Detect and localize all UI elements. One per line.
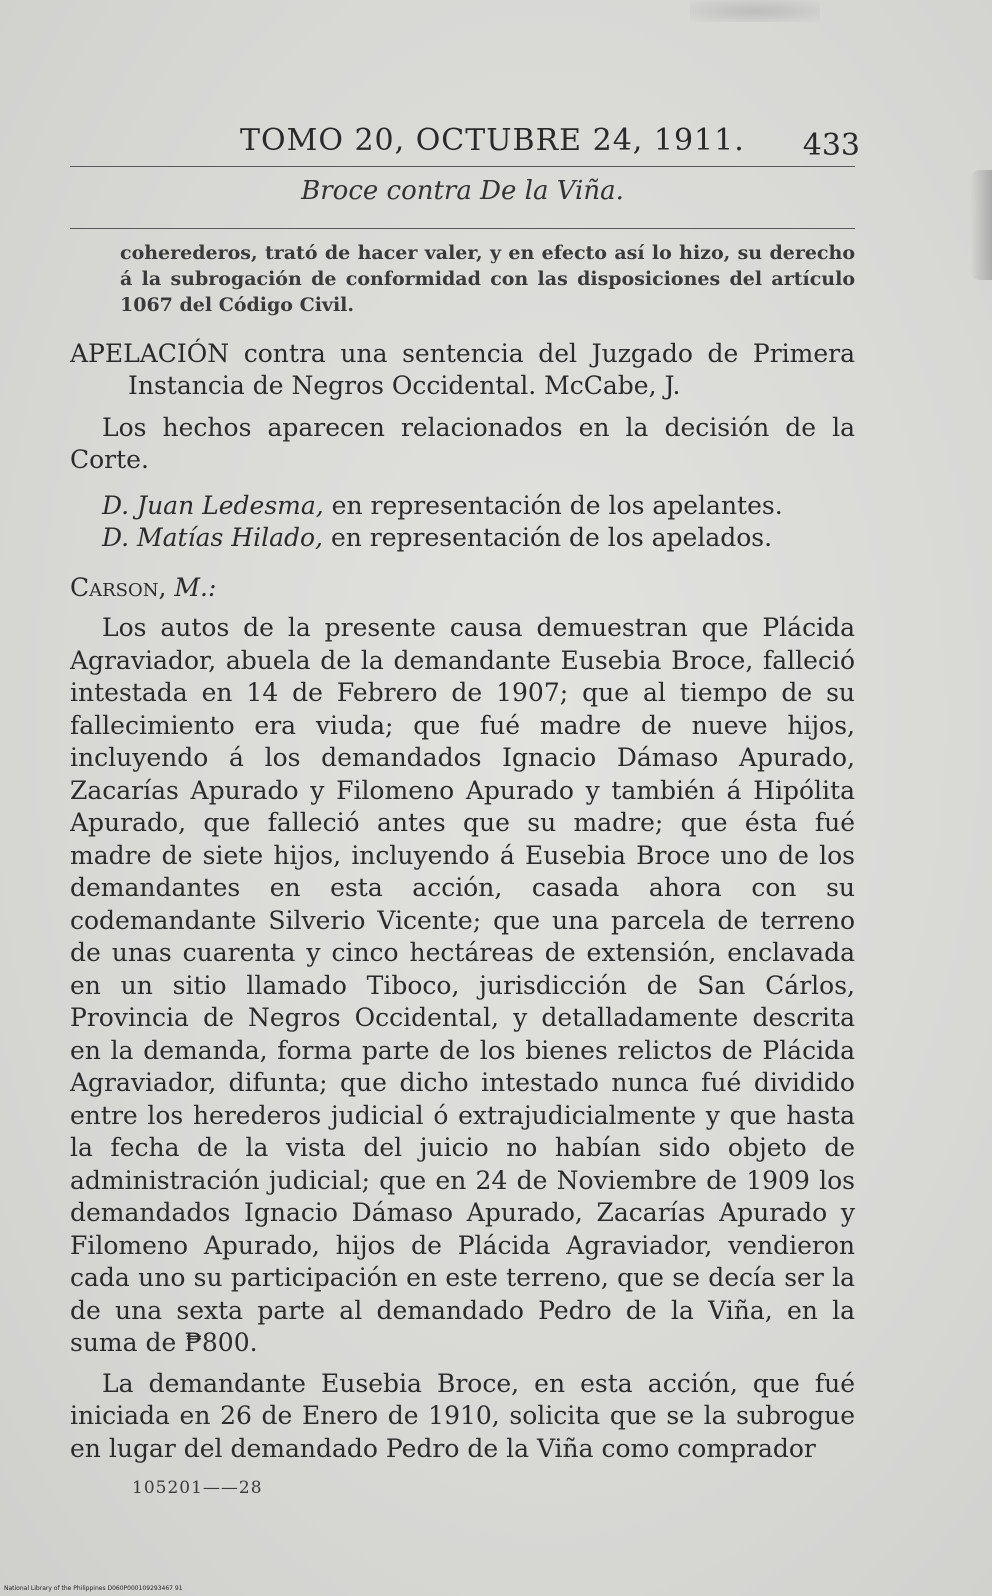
scan-smudge (690, 0, 820, 22)
counsel-line (70, 490, 855, 522)
appeal-text: contra una sentencia del Juzgado de Primera Instancia de Negros Occidental. McCabe, J. (128, 339, 855, 400)
header-rule-top (70, 166, 855, 167)
page-edge-shadow (970, 170, 992, 280)
syllabus-text: coherederos, trató de hacer valer, y en efecto así lo hizo, su derecho á la subrogación de conformidad con las disposiciones del artículo 1067 del Código Civil. (120, 242, 855, 316)
library-tag: National Library of the Philippines D060P000109293467 91 (4, 1585, 183, 1592)
signature-mark: 105201——28 (132, 1478, 263, 1498)
appeal-label: APELACIÓN (70, 339, 230, 368)
counsel-role: en representación de los apelantes. (331, 491, 783, 520)
opinion-paragraph: Los autos de la presente causa demuestran que Plácida Agraviador, abuela de la demandante Eusebia Broce, falleció intestada en 14 de Febrero de 1907; que al tiempo de su fallecimiento era viuda; que fué madre de nueve hijos, incluyendo á los demandados Ignacio Dámaso Apurado, Zacarías Apurado y Filomeno Apurado y también á Hipólita Apurado, que falleció antes que su madre; que ésta fué madre de siete hijos, incluyendo á Eusebia Broce uno de los demandantes en esta acción, casada ahora con su codemandante Silverio Vicente; que una parcela de terreno de unas cuarenta y cinco hectáreas de extensión, enclavada en un sitio llamado Tiboco, jurisdicción de San Cárlos, Provincia de Negros Occidental, y detalladamente descrita en la demanda, forma parte de los bienes relictos de Plácida Agraviador, difunta; que dicho intestado nunca fué dividido entre los herederos judicial ó extrajudicialmente y que hasta la fecha de la vista del juicio no habían sido objeto de administración judicial; que en 24 de Noviembre de 1909 los demandados Ignacio Dámaso Apurado, Zacarías Apurado y Filomeno Apurado, hijos de Plácida Agraviador, vendieron cada uno su participación en este terreno, que se decía ser la de una sexta parte al demandado Pedro de la Viña, en la suma de ₱800. (70, 613, 855, 1357)
counsel-name: D. Juan Ledesma, (102, 491, 324, 520)
judge-line (70, 572, 855, 604)
judge-title: M.: (174, 573, 217, 602)
header-rule-bottom (70, 228, 855, 229)
counsel-name: D. Matías Hilado, (102, 523, 323, 552)
opinion-paragraph: La demandante Eusebia Broce, en esta acción, que fué iniciada en 26 de Enero de 1910, solicita que se la subrogue en lugar del demandado Pedro de la Viña como comprador (70, 1368, 855, 1463)
appeal-paragraph (70, 338, 855, 402)
judge-name: Carson, (70, 573, 167, 602)
page-body (70, 240, 855, 1465)
counsel-line (70, 522, 855, 554)
case-title: Broce contra De la Viña. (301, 176, 624, 206)
page-number: 433 (802, 128, 860, 163)
facts-statement: Los hechos aparecen relacionados en la decisión de la Corte. (70, 413, 855, 474)
running-title: TOMO 20, OCTUBRE 24, 1911. (240, 123, 745, 158)
counsel-role: en representación de los apelados. (330, 523, 773, 552)
page-header (70, 118, 860, 163)
